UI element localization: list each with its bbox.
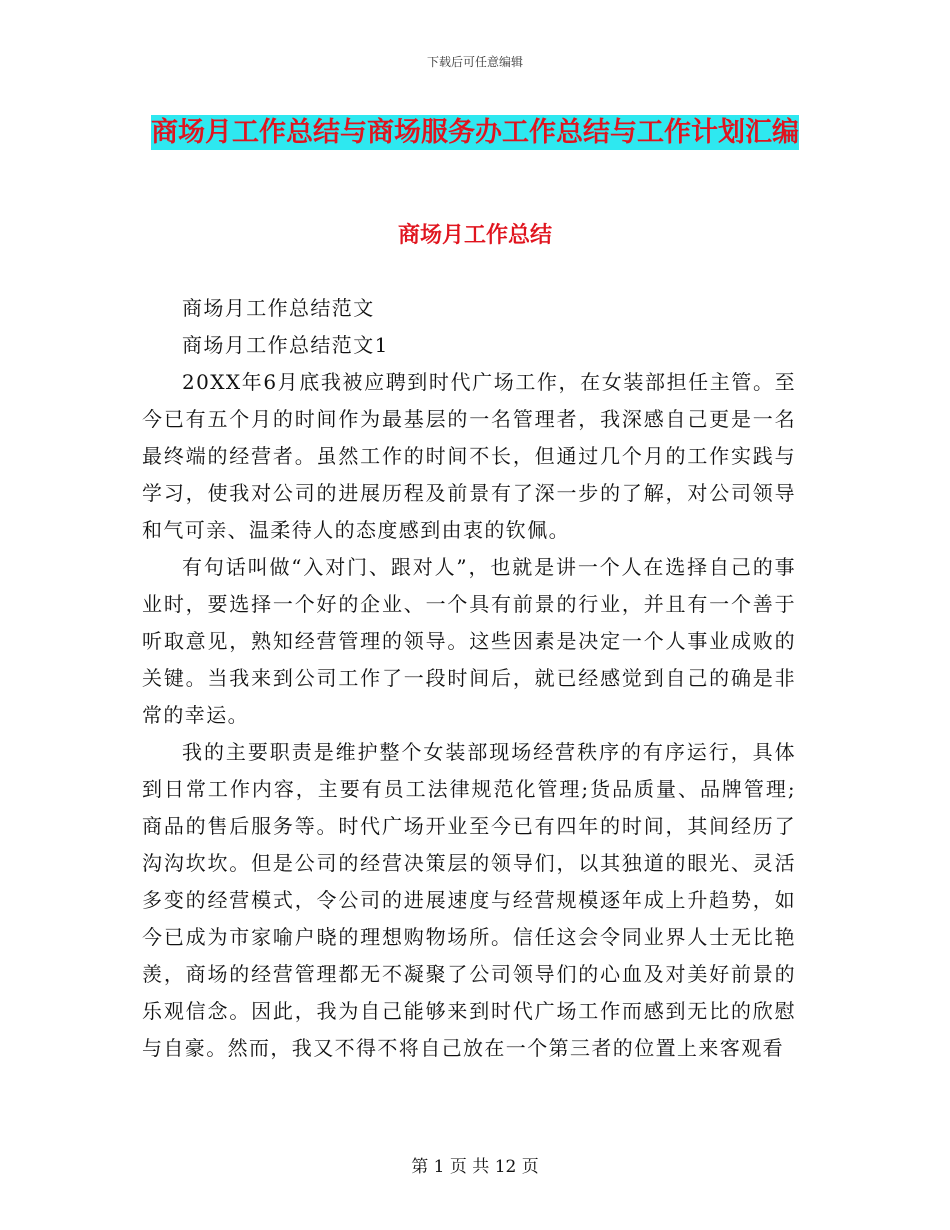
document-title [142, 108, 808, 158]
page-footer: 第 1 页 共 12 页 [411, 1157, 539, 1177]
paragraph: 有句话叫做“入对门、跟对人”，也就是讲一个人在选择自己的事业时，要选择一个好的企业、一个具有前景的行业，并且有一个善于听取意见，熟知经营管理的领导。这些因素是决定一个人事业成败的关键。当我来到公司工作了一段时间后，就已经感觉到自己的确是非常的幸运。 [142, 555, 796, 727]
paragraph: 商场月工作总结范文 [182, 296, 375, 320]
document-body [142, 290, 796, 1067]
header-note: 下载后可任意编辑 [426, 55, 523, 69]
document-title-text: 商场月工作总结与商场服务办工作总结与工作计划汇编 [151, 117, 799, 148]
paragraph: 20XX年6月底我被应聘到时代广场工作，在女装部担任主管。至今已有五个月的时间作为最基层的一名管理者，我深感自己更是一名最终端的经营者。虽然工作的时间不长，但通过几个月的工作实践与学习，使我对公司的进展历程及前景有了深一步的了解，对公司领导和气可亲、温柔待人的态度感到由衷的钦佩。 [142, 370, 796, 542]
paragraph: 我的主要职责是维护整个女装部现场经营秩序的有序运行，具体到日常工作内容，主要有员工法律规范化管理;货品质量、品牌管理;商品的售后服务等。时代广场开业至今已有四年的时间，其间经历了沟沟坎坎。但是公司的经营决策层的领导们，以其独道的眼光、灵活多变的经营模式，令公司的进展速度与经营规模逐年成上升趋势，如今已成为市家喻户晓的理想购物场所。信任这会令同业界人士无比艳羡，商场的经营管理都无不凝聚了公司领导们的心血及对美好前景的乐观信念。因此，我为自己能够来到时代广场工作而感到无比的欣慰与自豪。然而，我又不得不将自己放在一个第三者的位置上来客观看 [142, 740, 796, 1060]
section-title: 商场月工作总结 [397, 223, 552, 248]
paragraph: 商场月工作总结范文1 [182, 333, 389, 357]
